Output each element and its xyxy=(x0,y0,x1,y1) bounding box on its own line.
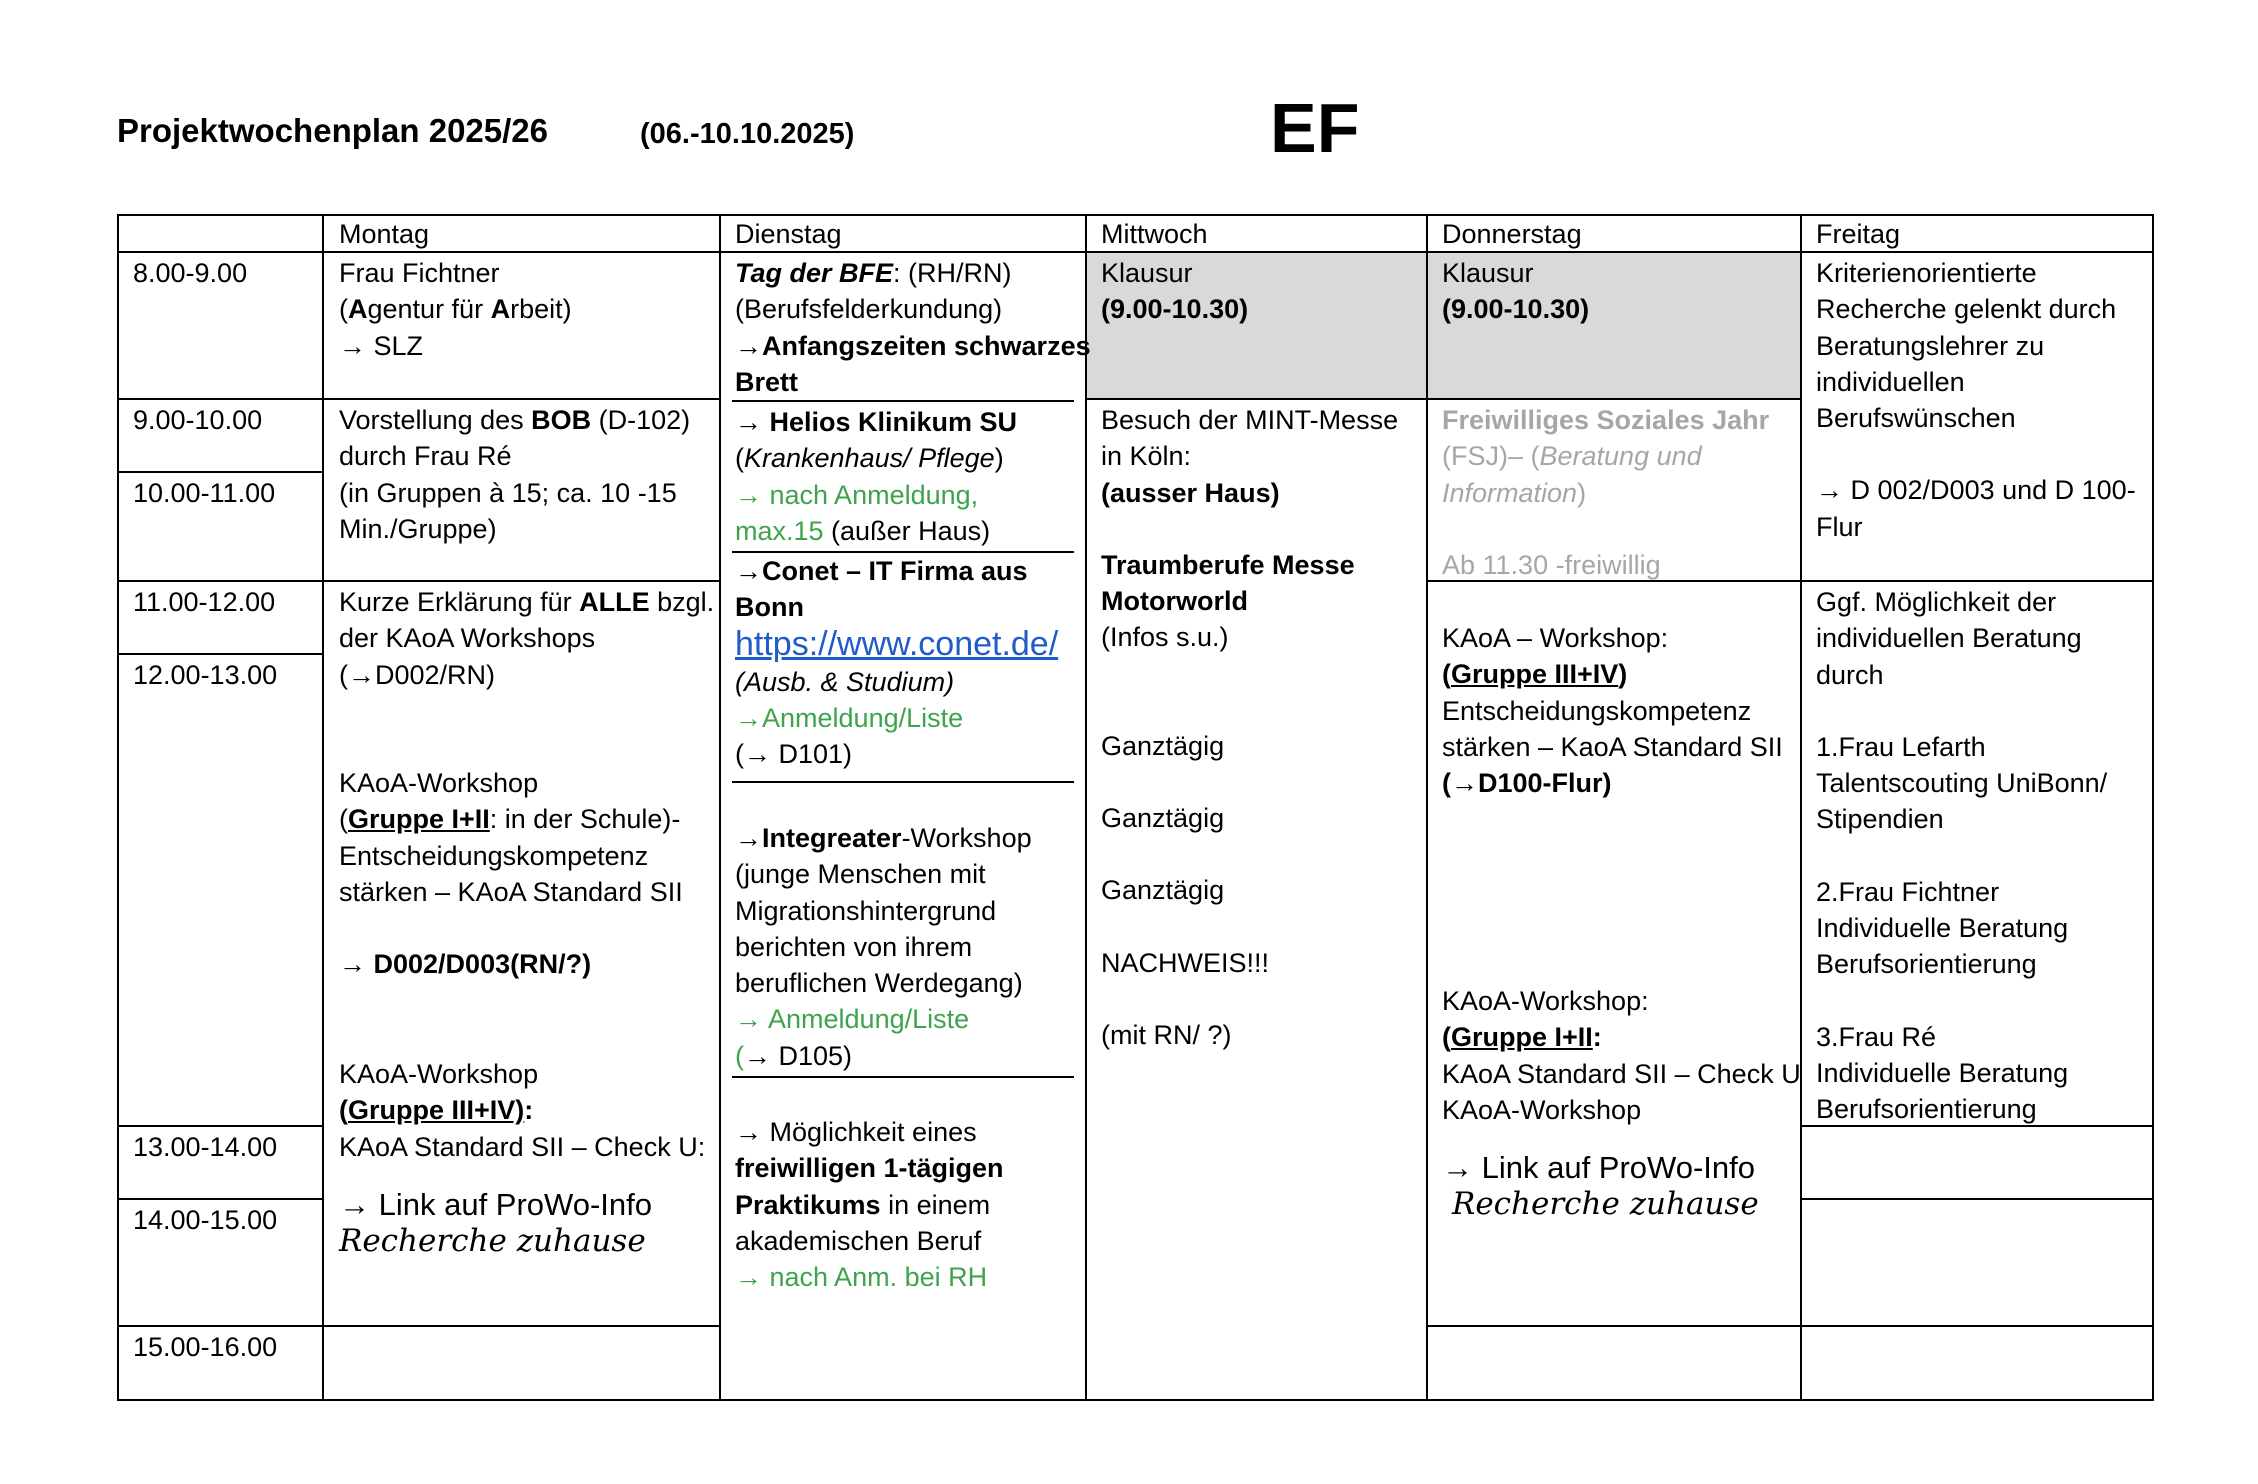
row-line xyxy=(117,653,322,655)
dienstag-block-1: Tag der BFE: (RH/RN) (Berufsfelderkundung) →Anfangszeiten schwarzes Brett xyxy=(735,258,1091,397)
row-line xyxy=(117,1125,322,1127)
row-line xyxy=(117,398,322,400)
row-line xyxy=(117,471,322,473)
time-slot: 12.00-13.00 xyxy=(133,660,278,690)
mittwoch-block-2: Besuch der MINT-Messe in Köln: (ausser Haus) Traumberufe Messe Motorworld (Infos s.u.) Ganztägig Ganztägig Ganztägig NACHWEIS!!! (mit RN/ ?) xyxy=(1101,405,1399,1050)
col-divider xyxy=(1800,214,1802,1401)
row-line xyxy=(1085,398,1426,400)
time-slot: 11.00-12.00 xyxy=(133,587,276,617)
table-border-left xyxy=(117,214,119,1401)
row-line xyxy=(732,1076,1074,1078)
time-slot: 15.00-16.00 xyxy=(133,1332,278,1362)
row-line xyxy=(1800,1325,2154,1327)
col-header-montag: Montag xyxy=(339,219,430,249)
montag-block-4: KAoA-Workshop (Gruppe I+II: in der Schule)- Entscheidungskompetenz stärken – KAoA Standard SII → D002/D003(RN/?) xyxy=(339,768,683,980)
row-line xyxy=(732,781,1074,783)
col-divider xyxy=(719,214,721,1401)
row-line xyxy=(1800,580,2154,582)
montag-block-5: KAoA-Workshop (Gruppe III+IV): KAoA Standard SII – Check U: → Link auf ProWo-Info Recherche zuhause xyxy=(339,1059,706,1260)
freitag-block-1: Kriterienorientierte Recherche gelenkt durch Beratungslehrer zu individuellen Berufswünschen → D 002/D003 und D 100- Flur xyxy=(1816,258,2136,542)
time-slot: 9.00-10.00 xyxy=(133,405,263,435)
row-line xyxy=(1800,1198,2154,1200)
donnerstag-block-3: KAoA – Workshop: (Gruppe III+IV) Entscheidungskompetenz stärken – KaoA Standard SII (→D100-Flur) xyxy=(1442,623,1783,799)
dienstag-block-5: → Möglichkeit eines freiwilligen 1-tägigen Praktikums in einem akademischen Beruf → nach Anm. bei RH xyxy=(735,1117,1004,1293)
donnerstag-block-4: KAoA-Workshop: (Gruppe I+II: KAoA Standard SII – Check U KAoA-Workshop → Link auf ProWo-Info Recherche zuhause xyxy=(1442,986,1801,1223)
col-header-mittwoch: Mittwoch xyxy=(1101,219,1208,249)
time-slot: 14.00-15.00 xyxy=(133,1205,278,1235)
row-line xyxy=(1426,1325,1800,1327)
donnerstag-block-2: Freiwilliges Soziales Jahr (FSJ)– (Beratung und Information) Ab 11.30 -freiwillig xyxy=(1442,405,1770,580)
page-title: Projektwochenplan 2025/26 xyxy=(117,112,549,149)
col-header-freitag: Freitag xyxy=(1816,219,1901,249)
dienstag-block-2: → Helios Klinikum SU (Krankenhaus/ Pflege) → nach Anmeldung, max.15 (außer Haus) xyxy=(735,407,1018,546)
row-line xyxy=(117,580,322,582)
table-border-right xyxy=(2152,214,2154,1401)
donnerstag-block-1: Klausur (9.00-10.30) xyxy=(1442,258,1590,325)
dienstag-block-4: →Integreater-Workshop (junge Menschen mit Migrationshintergrund berichten von ihrem beruflichen Werdegang) → Anmeldung/Liste (→ D105) xyxy=(735,823,1032,1071)
mittwoch-block-1: Klausur (9.00-10.30) xyxy=(1101,258,1249,325)
col-header-donnerstag: Donnerstag xyxy=(1442,219,1582,249)
row-line xyxy=(732,400,1074,402)
montag-block-1: Frau Fichtner (Agentur für Arbeit) → SLZ xyxy=(339,258,572,361)
date-range: (06.-10.10.2025) xyxy=(640,118,855,150)
conet-link[interactable]: https://www.conet.de/ xyxy=(735,624,1059,663)
col-header-dienstag: Dienstag xyxy=(735,219,842,249)
time-slot: 13.00-14.00 xyxy=(133,1132,278,1162)
row-line xyxy=(322,398,719,400)
time-slot: 10.00-11.00 xyxy=(133,478,276,508)
row-line xyxy=(322,580,719,582)
col-divider xyxy=(322,214,324,1401)
montag-block-3: Kurze Erklärung für ALLE bzgl. der KAoA Workshops (→D002/RN) xyxy=(339,587,715,690)
row-line xyxy=(1426,398,1800,400)
freitag-block-2: Ggf. Möglichkeit der individuellen Beratung durch 1.Frau Lefarth Talentscouting UniBonn/ Stipendien 2.Frau Fichtner Individuelle Beratung Berufsorientierung 3.Frau Ré Individuelle Beratung Berufsorientierung xyxy=(1816,587,2108,1125)
table-border-bottom xyxy=(117,1399,2154,1401)
dienstag-block-3: →Conet – IT Firma aus Bonn https://www.conet.de/ (Ausb. & Studium) →Anmeldung/Liste (→ D101) xyxy=(735,556,1059,770)
grade-label: EF xyxy=(1270,89,1360,167)
montag-block-2: Vorstellung des BOB (D-102) durch Frau Ré (in Gruppen à 15; ca. 10 -15 Min./Gruppe) xyxy=(339,405,691,544)
row-line xyxy=(117,1198,322,1200)
row-line xyxy=(322,1325,719,1327)
col-divider xyxy=(1426,214,1428,1401)
row-line xyxy=(117,1325,322,1327)
time-slot: 8.00-9.00 xyxy=(133,258,248,288)
